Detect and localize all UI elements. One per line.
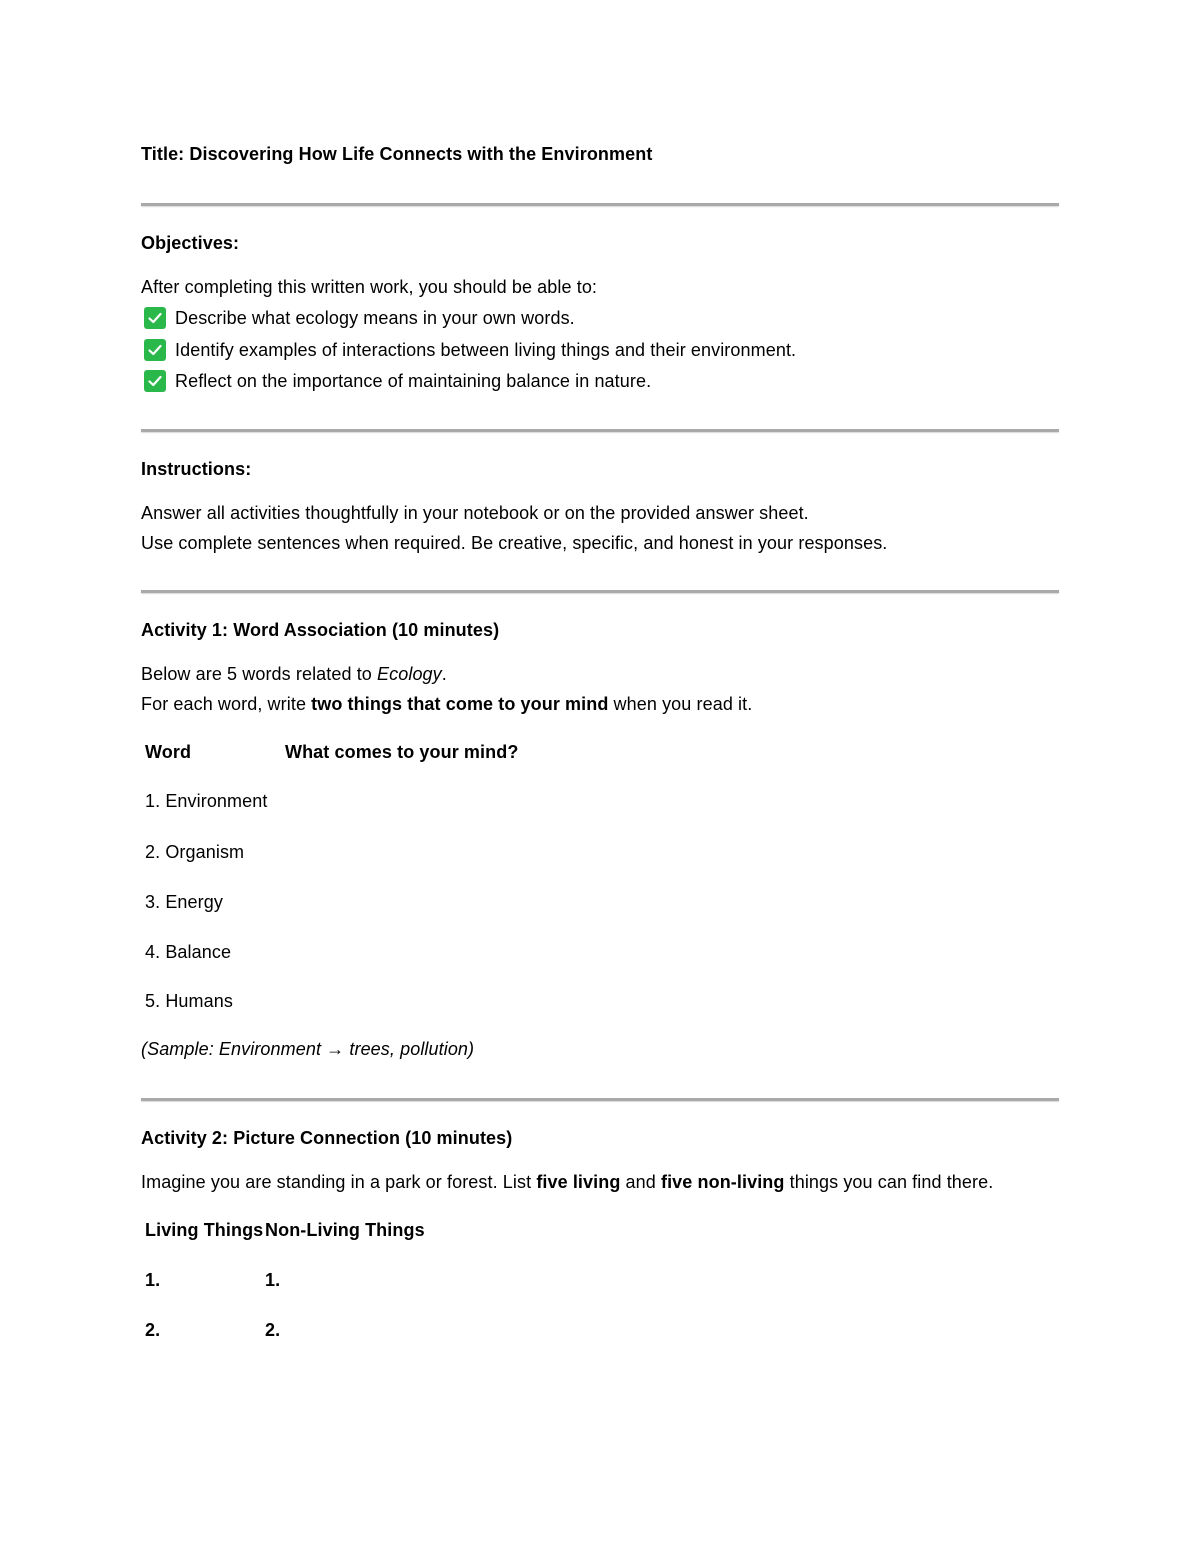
instructions-line: Use complete sentences when required. Be creative, specific, and honest in your responses. [141,533,888,553]
nonliving-item: 2. [265,1320,281,1340]
check-mark-icon [144,307,166,329]
objective-item: Reflect on the importance of maintaining balance in nature. [175,371,652,391]
activity2-line: Imagine you are standing in a park or forest. List five living and five non-living things you can find there. [141,1172,994,1192]
sample-answer: (Sample: Environment → trees, pollution) [141,1039,475,1059]
objectives-heading: Objectives: [141,233,240,253]
column-header-mind: What comes to your mind? [285,742,519,762]
section-divider [141,590,1059,593]
instructions-heading: Instructions: [141,459,252,479]
column-header-nonliving: Non-Living Things [265,1220,425,1240]
activity1-line: Below are 5 words related to Ecology. [141,664,447,684]
living-item: 2. [145,1320,161,1340]
living-item: 1. [145,1270,161,1290]
activity1-heading: Activity 1: Word Association (10 minutes) [141,620,500,640]
document-title: Title: Discovering How Life Connects with the Environment [141,144,653,164]
section-divider [141,203,1059,206]
objectives-intro: After completing this written work, you should be able to: [141,277,598,297]
check-mark-icon [144,339,166,361]
check-mark-icon [144,370,166,392]
column-header-living: Living Things [145,1220,264,1240]
objective-item: Describe what ecology means in your own words. [175,308,575,328]
nonliving-item: 1. [265,1270,281,1290]
word-item: 5. Humans [145,991,233,1011]
word-item: 1. Environment [145,791,268,811]
section-divider [141,1098,1059,1101]
word-item: 3. Energy [145,892,223,912]
instructions-line: Answer all activities thoughtfully in your notebook or on the provided answer sheet. [141,503,809,523]
column-header-word: Word [145,742,192,762]
section-divider [141,429,1059,432]
activity2-heading: Activity 2: Picture Connection (10 minutes) [141,1128,513,1148]
activity1-line: For each word, write two things that come to your mind when you read it. [141,694,753,714]
word-item: 2. Organism [145,842,245,862]
objective-item: Identify examples of interactions between living things and their environment. [175,340,797,360]
word-item: 4. Balance [145,942,232,962]
